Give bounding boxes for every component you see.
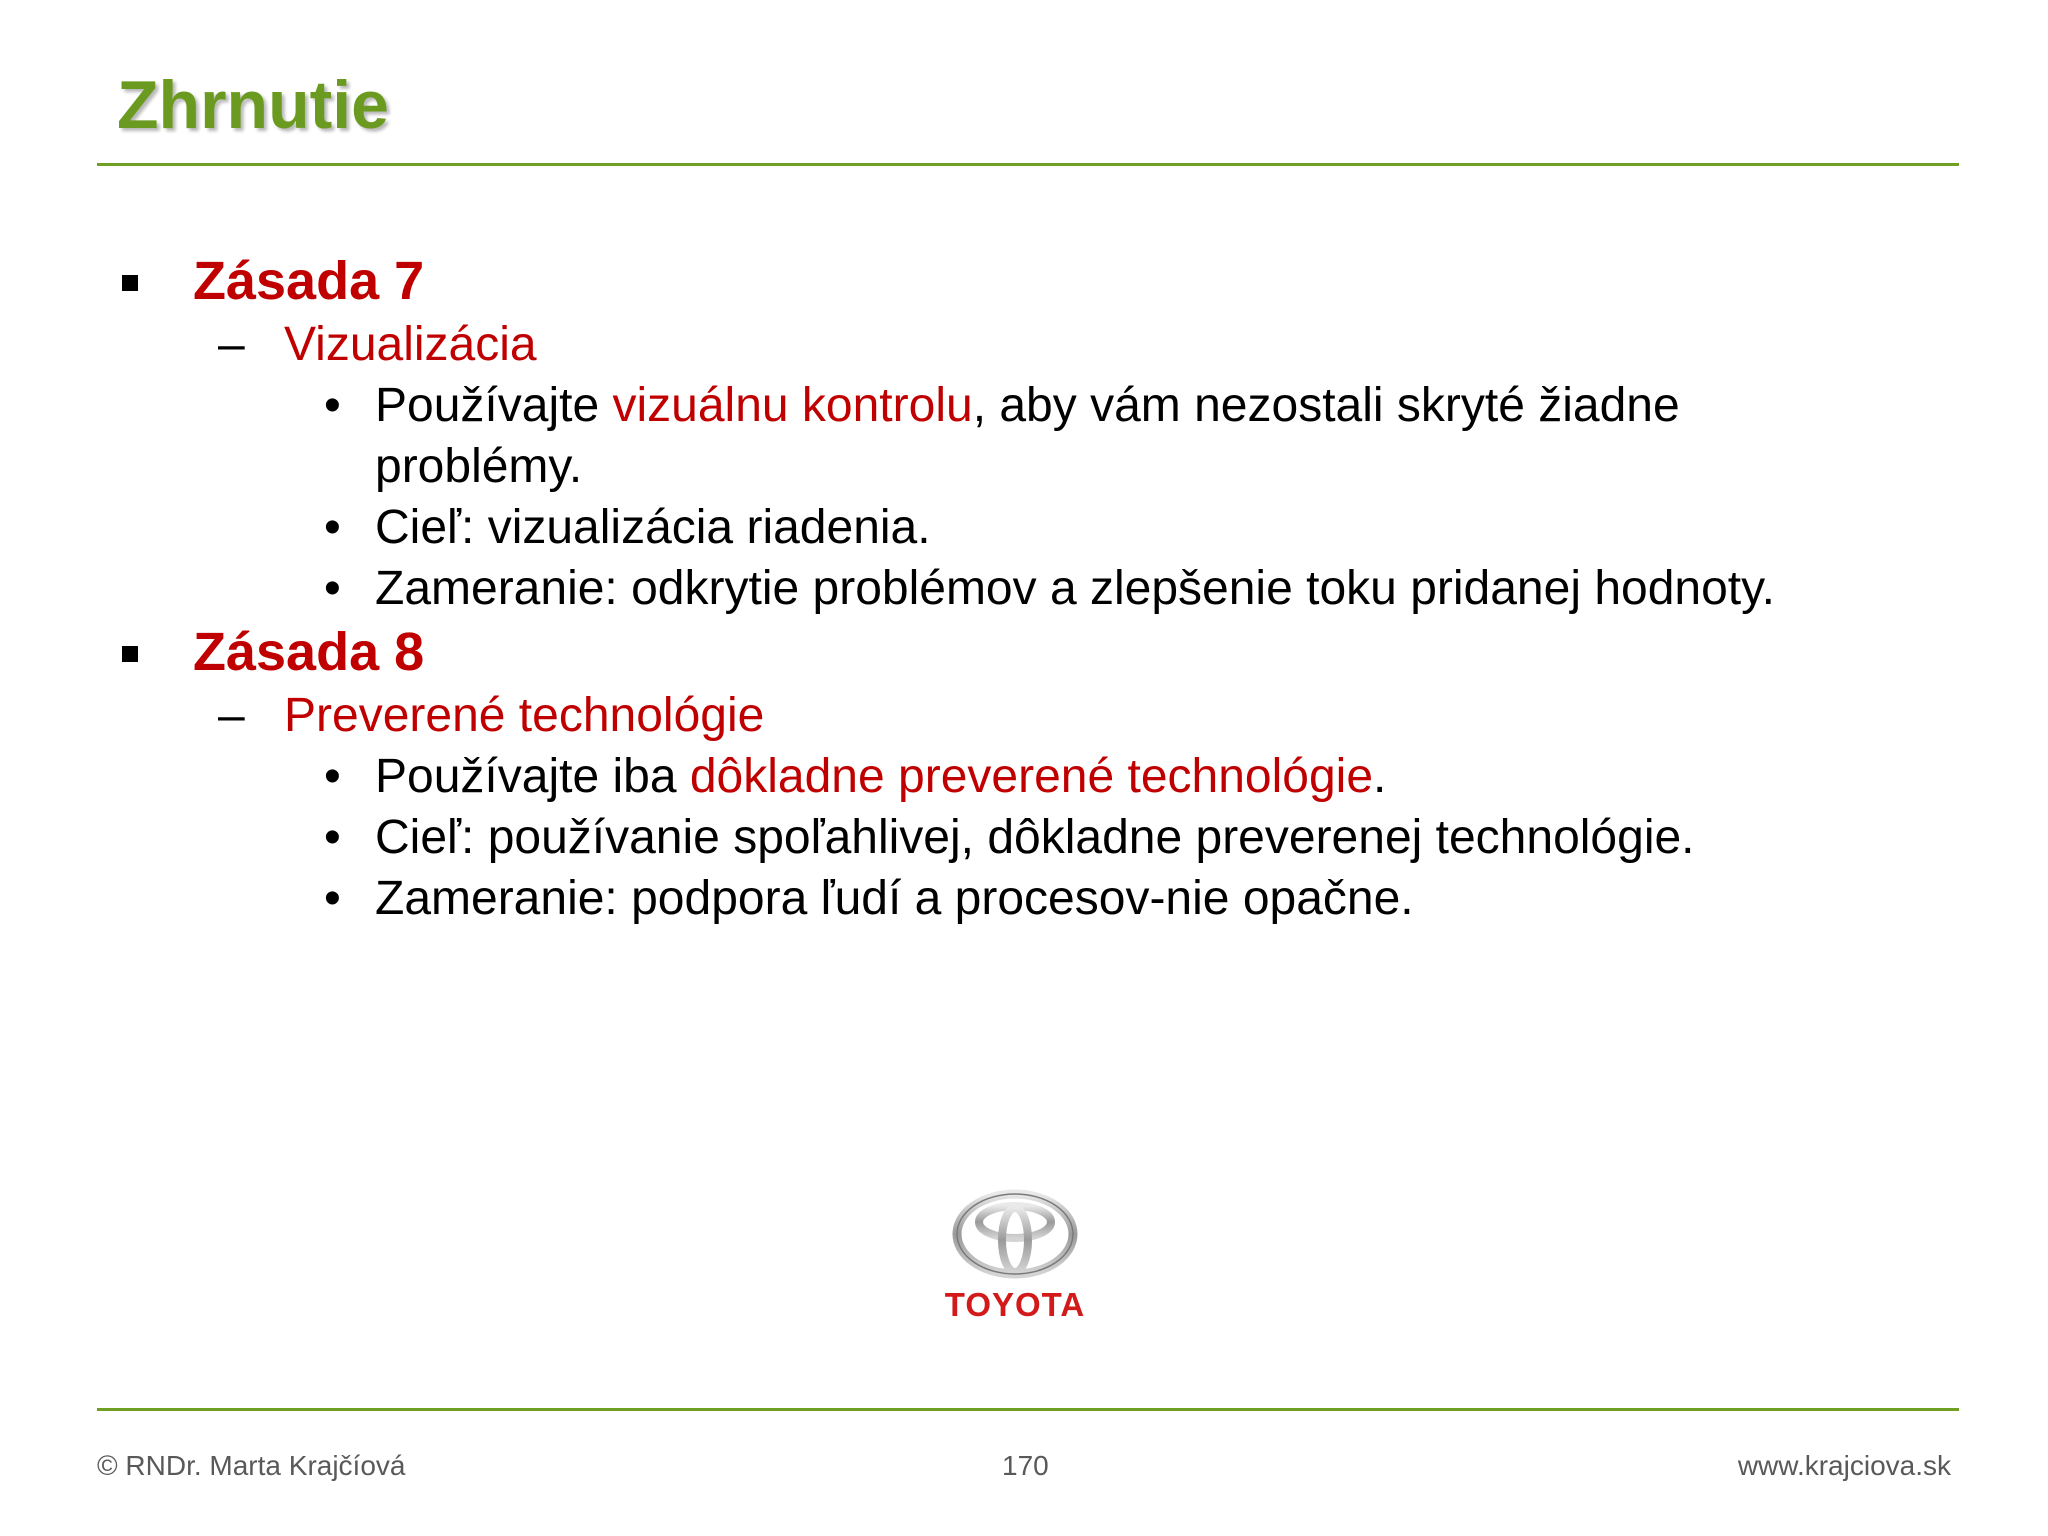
list-item-text: Cieľ: vizualizácia riadenia. [375,501,931,554]
text-segment: Používajte [375,379,613,432]
subheading-text: Vizualizácia [284,318,537,371]
dot-bullet-icon: • [324,379,341,432]
list-item-text: Cieľ: používanie spoľahlivej, dôkladne preverenej technológie. [375,811,1695,864]
subheading-visualization [0,314,2048,375]
dash-bullet-icon: – [218,689,245,742]
list-item [0,746,2048,807]
list-item-text [375,375,1895,497]
list-item [0,558,2048,619]
dot-bullet-icon: • [324,562,341,615]
footer-page-number: 170 [1002,1450,1049,1481]
list-item [0,807,2048,868]
text-segment: , aby vám nezostali skryté žiadne problémy. [375,379,1680,493]
section-heading-principle-7 [0,248,2048,314]
subheading-proven-technologies [0,685,2048,746]
list-item [0,497,2048,558]
list-item [0,868,2048,929]
list-item-text [375,746,1895,807]
text-segment: Používajte iba [375,750,690,803]
title-divider [97,163,1959,166]
slide-content [0,248,2048,929]
list-item [0,375,2048,497]
dot-bullet-icon: • [324,750,341,803]
list-item-text: Zameranie: odkrytie problémov a zlepšenie toku pridanej hodnoty. [375,562,1775,615]
footer-website: www.krajciova.sk [1737,1450,1951,1481]
toyota-emblem-icon [952,1188,1078,1280]
footer-divider [97,1408,1959,1411]
text-segment: . [1373,750,1387,803]
dash-bullet-icon: – [218,318,245,371]
section-heading-text: Zásada 7 [193,251,425,311]
slide-title: Zhrnutie [117,67,389,143]
toyota-wordmark: TOYOTA [944,1286,1086,1323]
dot-bullet-icon: • [324,872,341,925]
dot-bullet-icon: • [324,811,341,864]
footer-copyright: © RNDr. Marta Krajčíová [97,1450,406,1481]
list-item-text: Zameranie: podpora ľudí a procesov-nie opačne. [375,872,1414,925]
square-bullet-icon [122,275,138,291]
dot-bullet-icon: • [324,501,341,554]
highlighted-text: vizuálnu kontrolu [612,379,973,432]
section-heading-text: Zásada 8 [193,622,425,682]
highlighted-text: dôkladne preverené technológie [689,750,1374,803]
section-heading-principle-8 [0,619,2048,685]
subheading-text: Preverené technológie [284,689,765,742]
toyota-logo [940,1188,1090,1328]
square-bullet-icon [122,646,138,662]
